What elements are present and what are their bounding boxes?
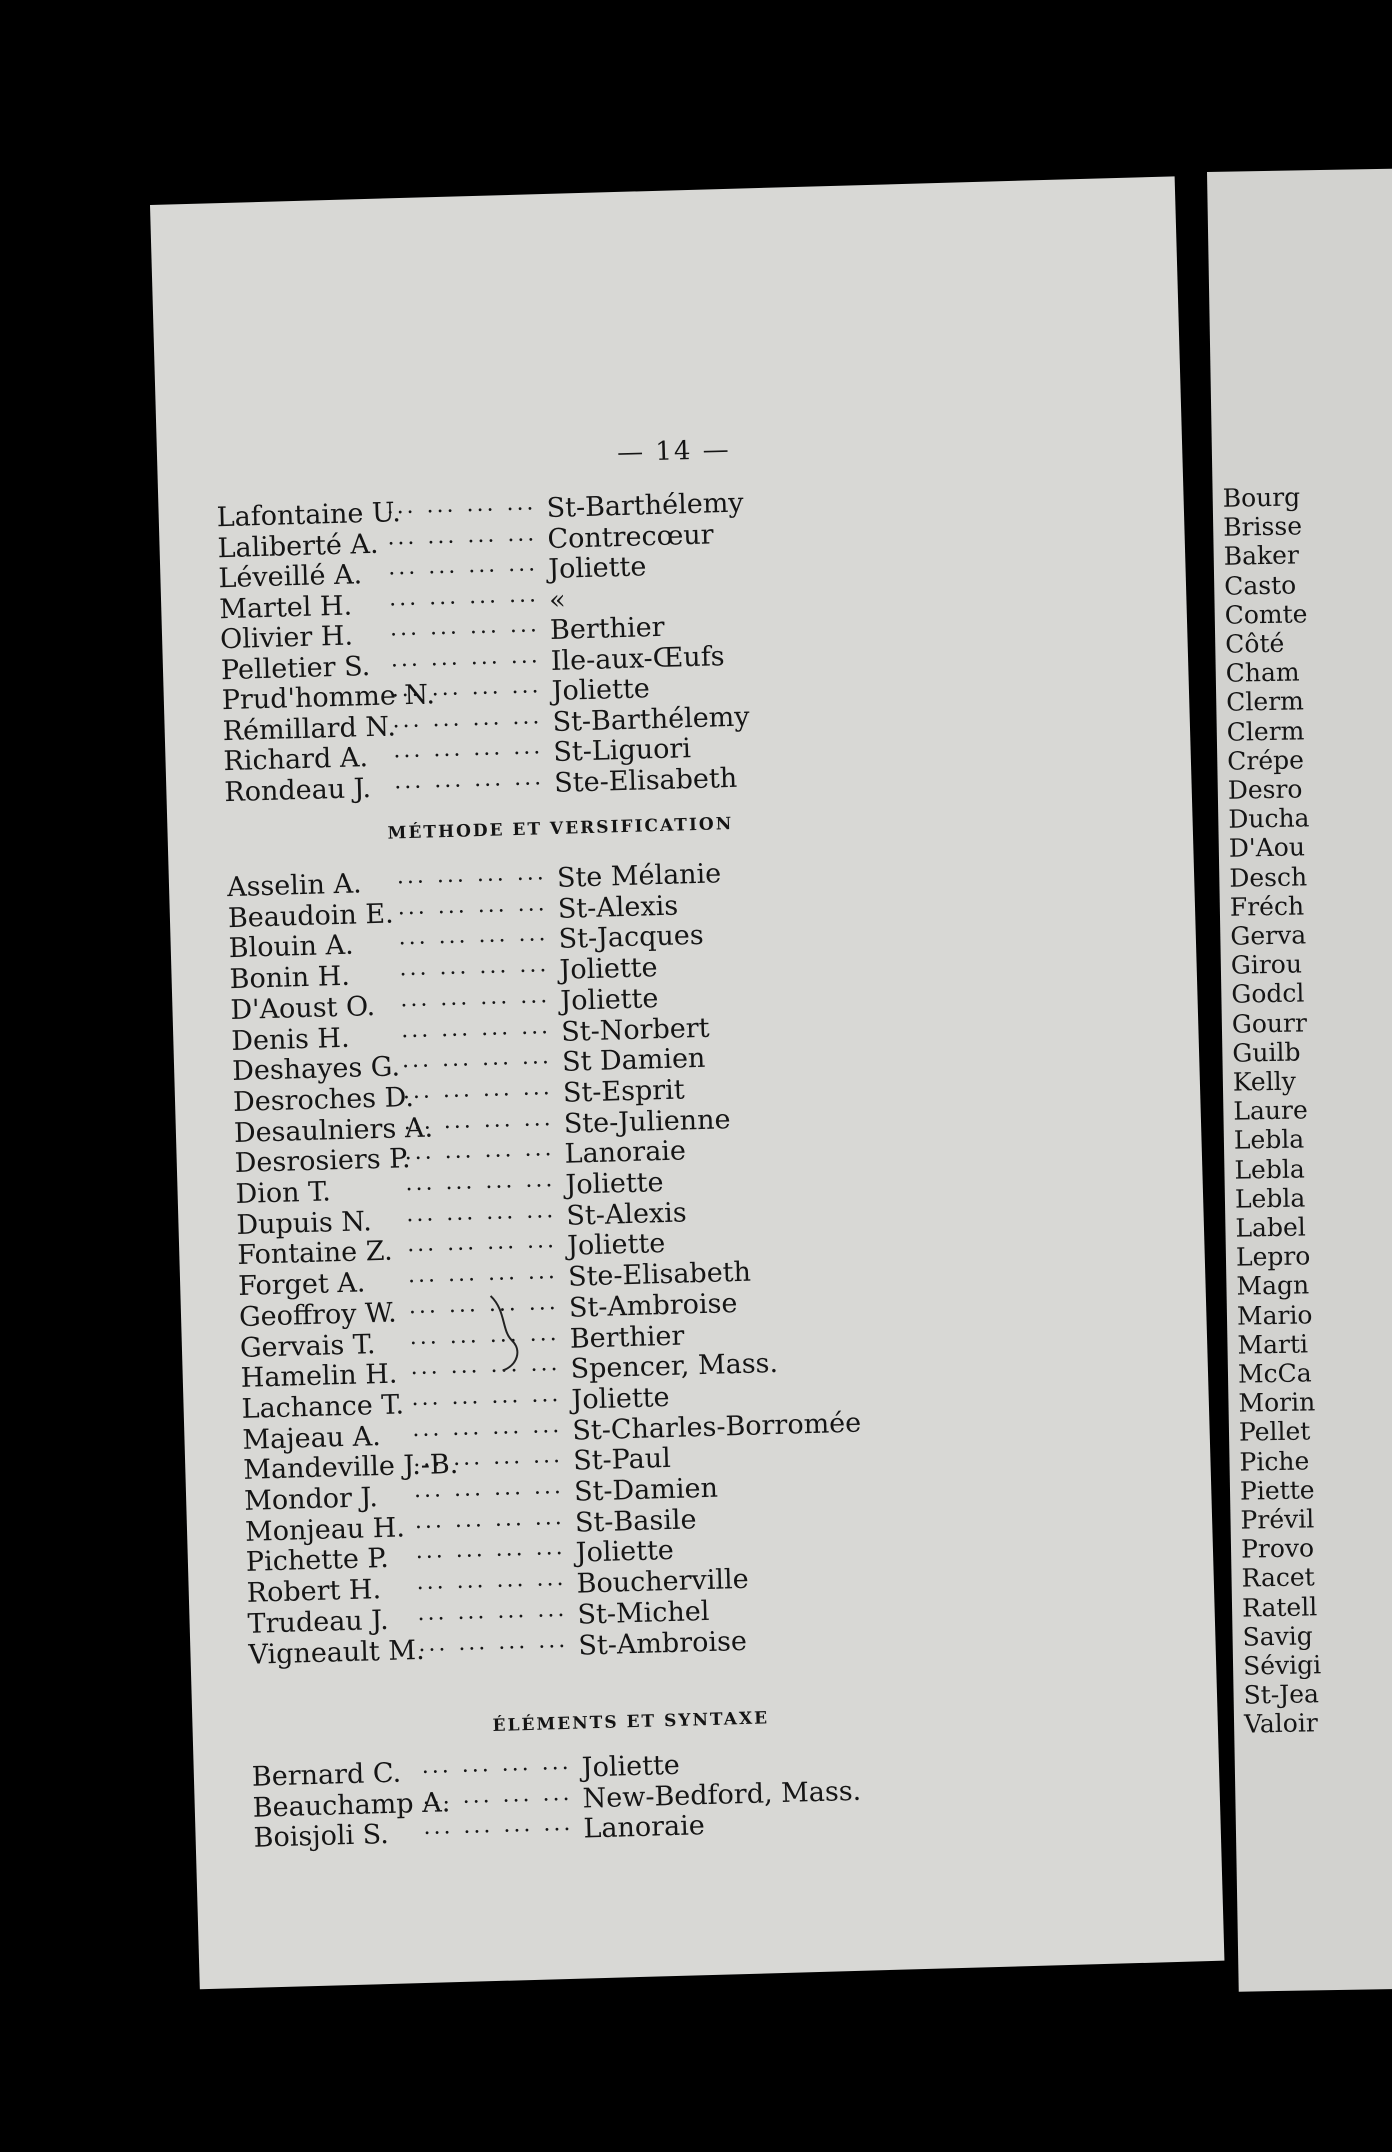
leader-dots: ... ... ... ... [401,1044,553,1074]
right-page-fragment: Savig [1242,1621,1313,1652]
student-hometown: Joliette [581,1749,681,1784]
leader-dots: ... ... ... ... [387,551,539,581]
list-item [237,1256,752,1303]
leader-dots: ... ... ... ... [399,952,550,982]
leader-dots: ... ... ... ... [413,1473,565,1504]
student-hometown: New-Bedford, Mass. [582,1775,862,1815]
student-name: Vigneault M. [248,1634,425,1671]
list-item [236,1228,666,1272]
leader-dots: ... ... ... ... [386,490,537,520]
student-hometown: Boucherville [576,1563,750,1600]
student-hometown: St-Ambroise [577,1625,748,1662]
student-hometown: Contrecœur [547,518,715,555]
student-hometown: St-Esprit [562,1074,686,1109]
leader-dots: ... ... ... ... [421,1749,572,1780]
list-item [244,1503,697,1548]
right-page-fragment: Laure [1233,1095,1308,1126]
leader-dots: ... ... ... ... [397,890,548,921]
student-hometown: Ile-aux-Œufs [550,640,725,677]
leader-dots: ... ... ... ... [411,1381,562,1412]
list-item [216,487,745,534]
student-name: Richard A. [223,742,369,778]
right-page-edge [1207,169,1392,1992]
leader-dots: ... ... ... ... [406,1228,558,1258]
student-name: Denis H. [230,1022,350,1057]
right-page-fragment: Piche [1239,1446,1310,1477]
student-hometown: « [548,584,567,616]
list-item [223,733,692,778]
student-name: Prud'homme N. [221,679,436,717]
student-name: Laliberté A. [217,528,379,564]
leader-dots: ... ... ... ... [393,764,545,794]
leader-dots: ... ... ... ... [399,982,551,1013]
list-item [234,1135,687,1180]
student-name: Pichette P. [245,1543,390,1579]
right-page-fragment: D'Aou [1228,832,1306,864]
list-item [230,1012,710,1057]
right-page-fragment: Comte [1224,599,1308,630]
section-heading-methode: MÉTHODE ET VERSIFICATION [387,813,734,844]
student-name: Asselin A. [226,868,362,904]
student-name: Dion T. [235,1176,332,1210]
student-name: Hamelin H. [240,1358,398,1395]
leader-dots: ... ... ... ... [405,1167,556,1197]
list-item [246,1563,750,1609]
student-hometown: Lanoraie [583,1810,706,1845]
student-hometown: Joliette [559,952,658,986]
pen-mark [480,1290,542,1382]
list-item [217,518,715,564]
student-name: Geoffroy W. [238,1297,398,1333]
right-page-fragment: Brisse [1222,511,1303,542]
student-name: Léveillé A. [218,559,363,595]
list-item [241,1381,670,1425]
leader-dots: ... ... ... ... [422,1780,573,1810]
right-page-fragment: Ducha [1228,803,1310,834]
list-item [236,1197,688,1241]
list-item [228,920,705,965]
leader-dots: ... ... ... ... [416,1566,567,1596]
right-page-fragment: Lebla [1234,1183,1306,1214]
right-page-fragment: Clerm [1226,686,1305,718]
student-hometown: Joliette [559,982,659,1017]
right-page-fragment: McCa [1237,1358,1312,1389]
list-item [238,1287,738,1333]
right-page-fragment: Gerva [1230,920,1307,951]
leader-dots: ... ... ... ... [388,581,540,611]
leader-dots: ... ... ... ... [414,1504,566,1534]
list-item [223,762,738,808]
right-page-fragment: Marti [1237,1329,1309,1360]
student-hometown: St-Basile [574,1503,697,1539]
student-hometown: Joliette [565,1167,664,1201]
leader-dots: ... ... ... ... [407,1259,559,1289]
right-page-fragment: Magn [1236,1270,1310,1302]
leader-dots: ... ... ... ... [402,1074,554,1105]
leader-dots: ... ... ... ... [390,642,541,672]
student-hometown: St-Charles-Borromée [571,1407,862,1447]
leader-dots: ... ... ... ... [389,612,541,642]
list-item [252,1775,862,1824]
leader-dots: ... ... ... ... [403,1105,554,1135]
student-hometown: Joliette [566,1228,666,1263]
student-name: Mandeville J.-B. [242,1449,459,1487]
student-hometown: St-Barthélemy [552,700,750,738]
right-page-fragment: Crépe [1227,745,1305,776]
right-page-fragment: Piette [1239,1475,1315,1506]
student-hometown: St-Jacques [558,920,705,956]
list-item [219,611,665,656]
leader-dots: ... ... ... ... [405,1197,557,1227]
right-page-fragment: Cham [1225,657,1300,688]
right-page-fragment: Lepro [1235,1241,1311,1272]
list-item [218,581,567,625]
leader-dots: ... ... ... ... [392,703,543,733]
right-page-fragment: Provo [1240,1533,1315,1564]
right-page-fragment: Kelly [1232,1066,1297,1097]
right-page-fragment: Desch [1229,861,1308,893]
student-name: Olivier H. [219,620,354,656]
right-page-fragment: Prévil [1240,1504,1315,1535]
leader-dots: ... ... ... ... [417,1596,568,1626]
list-item [240,1348,779,1395]
student-name: Gervais T. [239,1328,376,1364]
right-page-fragment: Racet [1241,1562,1315,1593]
right-page-fragment: Desro [1227,774,1303,805]
right-page-fragment: St-Jea [1243,1679,1320,1710]
leader-dots: ... ... ... ... [392,734,544,764]
right-page-fragment: Pellet [1238,1416,1311,1448]
list-item [243,1472,719,1517]
leader-dots: ... ... ... ... [415,1535,566,1565]
student-hometown: St-Damien [573,1472,719,1508]
leader-dots: ... ... ... ... [411,1412,563,1442]
student-name: Boisjoli S. [253,1818,390,1854]
student-name: Bonin H. [229,960,351,996]
student-name: Fontaine Z. [236,1236,394,1272]
student-name: Trudeau J. [247,1604,389,1640]
student-hometown: Ste-Elisabeth [567,1256,752,1293]
list-item [245,1535,675,1579]
leader-dots: ... ... ... ... [387,520,538,550]
list-item [220,640,725,686]
student-name: Blouin A. [228,930,355,965]
list-item [218,551,647,595]
student-hometown: Berthier [569,1320,685,1355]
student-name: Mondor J. [243,1482,379,1517]
leader-dots: ... ... ... ... [391,673,542,703]
leader-dots: ... ... ... ... [410,1351,561,1381]
student-name: D'Aoust O. [230,990,376,1026]
page-number: — 14 — [616,434,732,469]
student-hometown: Joliette [547,551,647,586]
leader-dots: ... ... ... ... [412,1443,564,1473]
student-hometown: St-Liguori [553,733,692,768]
student-name: Monjeau H. [244,1512,406,1548]
leader-dots: ... ... ... ... [423,1810,574,1840]
leader-dots: ... ... ... ... [396,860,548,890]
list-item [233,1103,731,1149]
student-hometown: St-Michel [577,1595,710,1631]
leader-dots: ... ... ... ... [398,921,549,951]
student-hometown: St-Alexis [557,890,679,925]
student-name: Desaulniers A. [233,1112,434,1149]
right-page-fragment: Girou [1230,949,1303,980]
student-hometown: Ste-Julienne [563,1103,731,1140]
left-page [150,176,1224,1989]
student-hometown: St-Ambroise [568,1287,738,1324]
leader-dots: ... ... ... ... [400,1013,552,1043]
student-name: Martel H. [218,590,353,625]
student-name: Rondeau J. [223,772,372,808]
right-page-fragment: Casto [1223,570,1297,601]
student-hometown: St-Barthélemy [546,487,745,525]
list-item [242,1443,672,1487]
right-page-fragment: Sévigi [1242,1650,1322,1681]
right-page-fragment: Guilb [1232,1037,1301,1068]
student-hometown: St Damien [561,1043,706,1079]
student-hometown: Ste-Elisabeth [553,762,738,799]
student-hometown: Joliette [575,1535,675,1570]
list-item [226,858,722,904]
right-page-fragment: Label [1235,1212,1306,1243]
student-name: Beaudoin E. [227,898,395,934]
leader-dots: ... ... ... ... [409,1320,560,1350]
right-page-fragment: Ratell [1241,1591,1318,1623]
list-item [251,1749,681,1793]
student-name: Desrosiers P. [234,1143,411,1180]
right-page-fragment: Clerm [1226,715,1305,747]
student-hometown: St-Alexis [565,1197,688,1232]
list-item [253,1810,706,1854]
list-item [242,1407,862,1456]
list-item [239,1320,685,1364]
student-name: Rémillard N. [222,710,397,747]
right-page-fragment: Mario [1236,1299,1313,1331]
student-hometown: Lanoraie [564,1135,687,1171]
student-hometown: Joliette [551,673,651,707]
leader-dots: ... ... ... ... [404,1136,555,1166]
student-hometown: Ste Mélanie [556,858,722,894]
student-name: Robert H. [246,1574,382,1609]
student-hometown: St-Norbert [560,1012,710,1048]
right-page-fragment: Gourr [1231,1007,1308,1039]
right-page-fragment: Fréch [1229,891,1305,922]
student-hometown: Joliette [571,1381,670,1416]
list-item [222,700,750,747]
student-name: Deshayes G. [231,1051,401,1088]
student-hometown: Berthier [549,611,665,646]
list-item [229,952,658,996]
student-hometown: St-Paul [572,1443,672,1477]
section-heading-elements: ÉLÉMENTS ET SYNTAXE [492,1708,770,1737]
list-item [247,1595,710,1640]
student-name: Pelletier S. [220,650,371,686]
student-name: Dupuis N. [236,1205,373,1241]
list-item [230,982,659,1026]
list-item [231,1043,706,1088]
student-name: Bernard C. [251,1757,402,1793]
list-item [248,1625,748,1671]
leader-dots: ... ... ... ... [408,1289,560,1319]
right-page-fragment: Godcl [1231,978,1305,1010]
student-name: Desroches D. [232,1081,415,1118]
student-name: Forget A. [237,1267,366,1303]
student-name: Beauchamp A. [252,1786,451,1824]
right-page-fragment: Baker [1223,540,1300,572]
list-item [232,1074,686,1118]
right-page-fragment: Côté [1224,628,1285,659]
list-item [221,673,651,717]
leader-dots: ... ... ... ... [417,1627,569,1657]
right-page-fragment: Valoir [1243,1708,1319,1739]
student-name: Lachance T. [241,1389,405,1425]
student-name: Majeau A. [242,1420,382,1456]
list-item [227,890,679,934]
right-page-fragment: Morin [1238,1387,1316,1418]
student-hometown: Spencer, Mass. [570,1348,779,1385]
right-page-fragment: Lebla [1233,1124,1305,1156]
list-item [235,1167,664,1210]
right-page-fragment: Bourg [1222,482,1301,513]
right-page-fragment: Lebla [1234,1154,1305,1185]
student-name: Lafontaine U. [216,497,402,534]
